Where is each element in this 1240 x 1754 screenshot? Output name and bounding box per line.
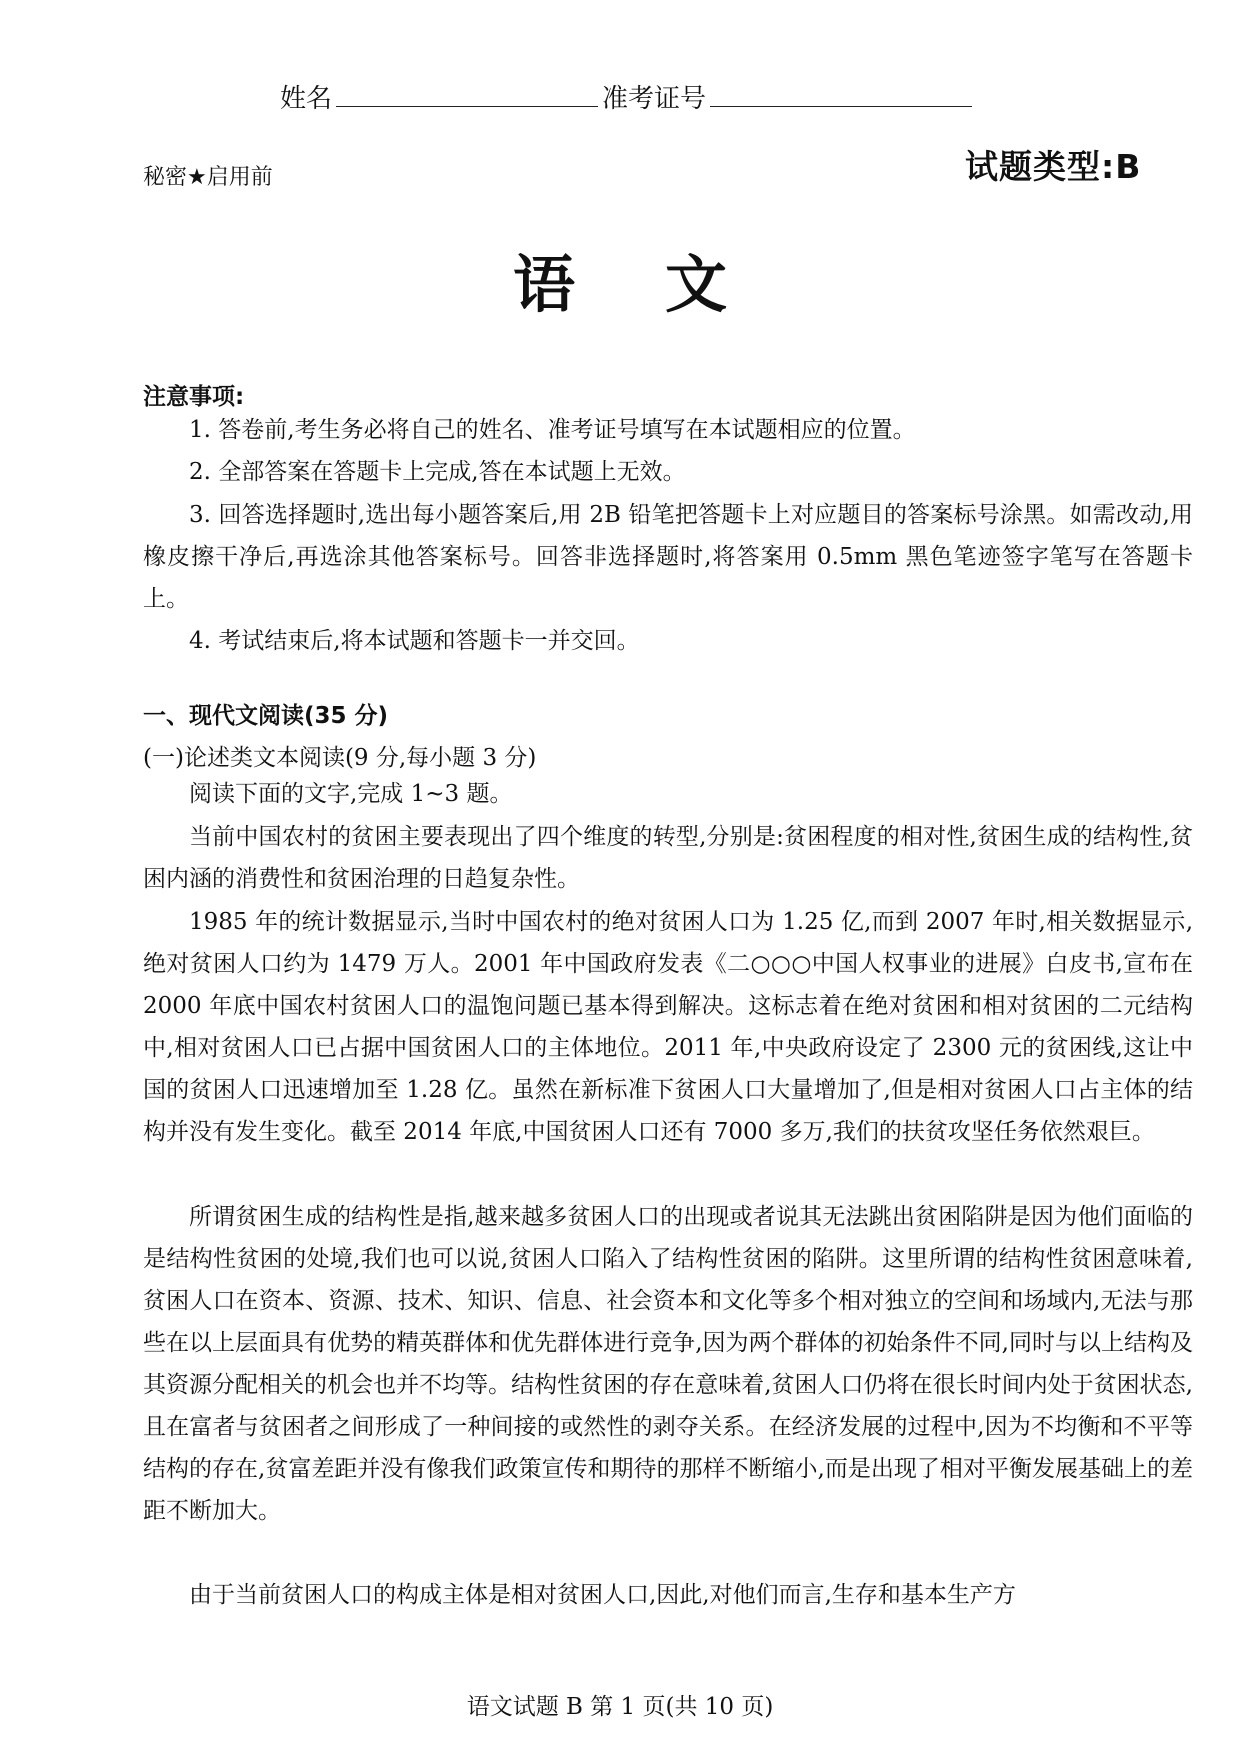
exam-id-blank[interactable] (710, 80, 972, 107)
note-item-2: 2. 全部答案在答题卡上完成,答在本试题上无效。 (189, 459, 686, 485)
exam-id-label: 准考证号 (602, 84, 707, 114)
confidential-label: 秘密★启用前 (143, 165, 273, 190)
page-title: 语文 (512, 248, 817, 321)
candidate-info-line (280, 78, 976, 115)
passage-paragraph-2: 1985 年的统计数据显示,当时中国农村的绝对贫困人口为 1.25 亿,而到 2007 年时,相关数据显示,绝对贫困人口约为 1479 万人。2001 年中国政府发表《二○○○中国人权事业的进展》白皮书,宣布在 2000 年底中国农村贫困人口的温饱问题已基本得到解决。这标志着在绝对贫困和相对贫困的二元结构中,相对贫困人口已占据中国贫困人口的主体地位。2011 年,中央政府设定了 2300 元的贫困线,这让中国的贫困人口迅速增加至 1.28 亿。虽然在新标准下贫困人口大量增加了,但是相对贫困人口占主体的结构并没有发生变化。截至 2014 年底,中国贫困人口还有 7000 多万,我们的扶贫攻坚任务依然艰巨。 (143, 909, 1193, 1145)
name-label: 姓名 (280, 84, 333, 114)
question-type-label: 试题类型:B (965, 147, 1142, 186)
passage-paragraph-3: 所谓贫困生成的结构性是指,越来越多贫困人口的出现或者说其无法跳出贫困陷阱是因为他们面临的是结构性贫困的处境,我们也可以说,贫困人口陷入了结构性贫困的陷阱。这里所谓的结构性贫困意味着,贫困人口在资本、资源、技术、知识、信息、社会资本和文化等多个相对独立的空间和场域内,无法与那些在以上层面具有优势的精英群体和优先群体进行竞争,因为两个群体的初始条件不同,同时与以上结构及其资源分配相关的机会也并不均等。结构性贫困的存在意味着,贫困人口仍将在很长时间内处于贫困状态,且在富者与贫困者之间形成了一种间接的或然性的剥夺关系。在经济发展的过程中,因为不均衡和不平等结构的存在,贫富差距并没有像我们政策宣传和期待的那样不断缩小,而是出现了相对平衡发展基础上的差距不断加大。 (143, 1204, 1193, 1524)
passage-paragraph-1: 当前中国农村的贫困主要表现出了四个维度的转型,分别是:贫困程度的相对性,贫困生成的结构性,贫困内涵的消费性和贫困治理的日趋复杂性。 (143, 824, 1193, 892)
reading-instruction: 阅读下面的文字,完成 1~3 题。 (189, 781, 513, 807)
subsection-heading: (一)论述类文本阅读(9 分,每小题 3 分) (143, 745, 537, 771)
note-item-1: 1. 答卷前,考生务必将自己的姓名、准考证号填写在本试题相应的位置。 (189, 417, 916, 443)
section-heading: 一、现代文阅读(35 分) (143, 703, 389, 729)
note-item-3: 3. 回答选择题时,选出每小题答案后,用 2B 铅笔把答题卡上对应题目的答案标号涂黑。如需改动,用橡皮擦干净后,再选涂其他答案标号。回答非选择题时,将答案用 0.5mm 黑色笔迹签字笔写在答题卡上。 (143, 502, 1193, 612)
name-blank[interactable] (336, 80, 598, 107)
passage-paragraph-4: 由于当前贫困人口的构成主体是相对贫困人口,因此,对他们而言,生存和基本生产方 (189, 1582, 1016, 1608)
note-item-4: 4. 考试结束后,将本试题和答题卡一并交回。 (189, 628, 640, 654)
page-footer: 语文试题 B 第 1 页(共 10 页) (466, 1694, 774, 1720)
notes-title: 注意事项: (143, 384, 245, 410)
